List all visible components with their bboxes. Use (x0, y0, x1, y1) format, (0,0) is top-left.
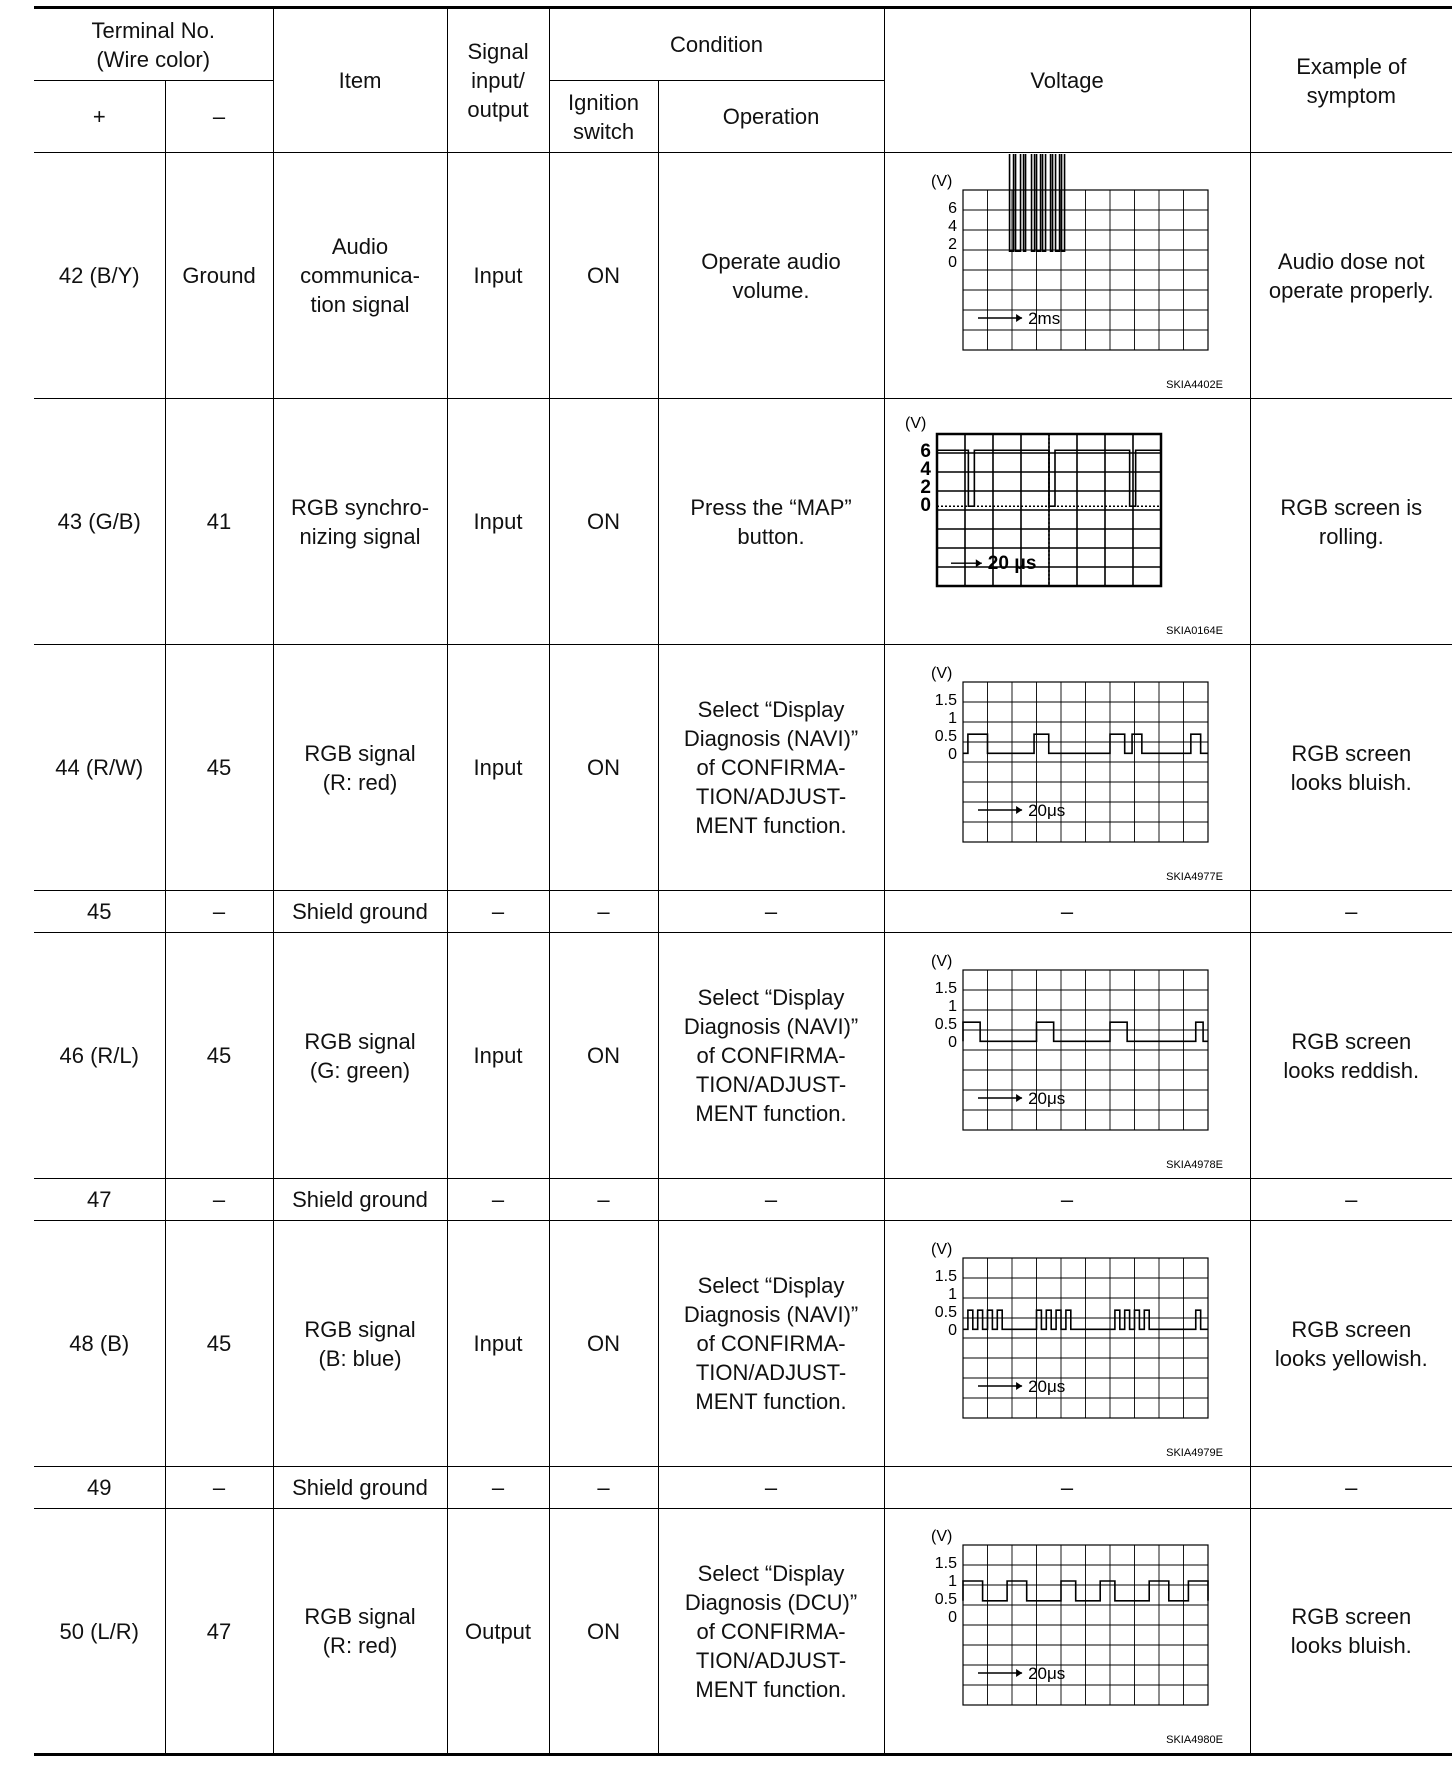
header-operation: Operation (658, 81, 884, 153)
oscilloscope-trace (891, 1222, 1257, 1466)
oscilloscope-trace (891, 154, 1257, 398)
scope-figure-code: SKIA4980E (1165, 1734, 1223, 1746)
operation-cell: Press the “MAP” button. (658, 399, 884, 645)
symptom-cell: RGB screen looks reddish. (1250, 933, 1452, 1179)
signal-row (34, 645, 1452, 891)
ignition-cell: ON (549, 153, 658, 399)
scope-y-tick: 1 (947, 1285, 957, 1303)
shield-row (34, 891, 1452, 933)
item-cell: Audio communica- tion signal (273, 153, 447, 399)
scope-time-label: 20μs (1027, 800, 1065, 820)
scope-figure-code: SKIA4979E (1165, 1446, 1223, 1459)
scope-y-tick: 0.5 (934, 1303, 957, 1321)
operation-cell: Select “Display Diagnosis (NAVI)” of CONFIRMA- TION/ADJUST- MENT function. (658, 1221, 884, 1467)
terminal-minus-cell: – (165, 1179, 273, 1221)
scope-time-arrowhead (1016, 1382, 1022, 1390)
scope-time-label: 2ms (1027, 308, 1060, 328)
signal-io-cell: Output (447, 1509, 549, 1755)
terminal-plus-cell: 45 (34, 891, 165, 933)
signal-io-cell: Input (447, 399, 549, 645)
header-item: Item (273, 8, 447, 153)
voltage-cell (884, 933, 1250, 1179)
terminal-plus-cell: 47 (34, 1179, 165, 1221)
ignition-cell: ON (549, 1221, 658, 1467)
voltage-cell: – (884, 891, 1250, 933)
oscilloscope-trace (891, 400, 1257, 644)
item-cell: Shield ground (273, 1179, 447, 1221)
signal-row (34, 1509, 1452, 1755)
symptom-cell: RGB screen looks bluish. (1250, 1509, 1452, 1755)
terminal-plus-cell: 46 (R/L) (34, 933, 165, 1179)
terminal-minus-cell: 45 (165, 933, 273, 1179)
scope-unit-label: (V) (930, 664, 952, 682)
scope-y-tick: 1.5 (934, 979, 957, 997)
scope-time-label: 20μs (1027, 1664, 1065, 1683)
scope-y-tick: 0.5 (934, 1015, 957, 1033)
scope-unit-label: (V) (930, 172, 952, 190)
item-cell: RGB synchro- nizing signal (273, 399, 447, 645)
signal-io-cell: Input (447, 645, 549, 891)
terminal-minus-cell: 47 (165, 1509, 273, 1755)
terminal-plus-cell: 48 (B) (34, 1221, 165, 1467)
header-ignition-switch: Ignition switch (549, 81, 658, 153)
scope-y-tick: 6 (919, 440, 931, 462)
shield-row (34, 1467, 1452, 1509)
shield-row (34, 1179, 1452, 1221)
scope-time-arrowhead (1016, 1094, 1022, 1102)
signal-row (34, 933, 1452, 1179)
scope-y-tick: 1 (947, 709, 957, 727)
symptom-cell: – (1250, 1179, 1452, 1221)
ignition-cell: – (549, 891, 658, 933)
signal-row (34, 153, 1452, 399)
header-symptom: Example of symptom (1250, 8, 1452, 153)
voltage-cell (884, 399, 1250, 645)
scope-time-label: 20 μs (987, 552, 1036, 574)
operation-cell: – (658, 1179, 884, 1221)
ignition-cell: – (549, 1467, 658, 1509)
terminal-minus-cell: – (165, 891, 273, 933)
item-cell: RGB signal (B: blue) (273, 1221, 447, 1467)
oscilloscope-trace (891, 646, 1257, 890)
operation-cell: – (658, 1467, 884, 1509)
scope-y-tick: 1.5 (934, 1267, 957, 1285)
scope-y-tick: 1 (947, 997, 957, 1015)
symptom-cell: RGB screen looks yellowish. (1250, 1221, 1452, 1467)
scope-time-label: 20μs (1027, 1376, 1065, 1396)
scope-figure-code: SKIA4402E (1165, 378, 1223, 391)
scope-y-tick: 0 (919, 494, 931, 516)
signal-io-cell: – (447, 891, 549, 933)
voltage-cell (884, 153, 1250, 399)
ignition-cell: – (549, 1179, 658, 1221)
scope-figure-code: SKIA4978E (1165, 1158, 1223, 1171)
voltage-cell (884, 1509, 1250, 1755)
scope-unit-label: (V) (930, 1528, 952, 1545)
scope-y-tick: 0.5 (934, 1591, 957, 1608)
scope-y-tick: 1.5 (934, 1555, 957, 1572)
ignition-cell: ON (549, 1509, 658, 1755)
scope-unit-label: (V) (904, 414, 926, 432)
symptom-cell: RGB screen is rolling. (1250, 399, 1452, 645)
terminal-plus-cell: 44 (R/W) (34, 645, 165, 891)
signal-row (34, 399, 1452, 645)
voltage-cell (884, 645, 1250, 891)
scope-y-tick: 0 (947, 1609, 957, 1626)
item-cell: RGB signal (R: red) (273, 1509, 447, 1755)
operation-cell: – (658, 891, 884, 933)
scope-unit-label: (V) (930, 1240, 952, 1258)
header-plus: + (34, 81, 165, 153)
header-terminal: Terminal No. (Wire color) (34, 8, 273, 81)
terminal-minus-cell: Ground (165, 153, 273, 399)
ignition-cell: ON (549, 399, 658, 645)
signal-io-cell: – (447, 1467, 549, 1509)
voltage-cell (884, 1221, 1250, 1467)
oscilloscope-trace (891, 1509, 1257, 1753)
item-cell: RGB signal (G: green) (273, 933, 447, 1179)
item-cell: Shield ground (273, 891, 447, 933)
ignition-cell: ON (549, 933, 658, 1179)
scope-y-tick: 0 (947, 1321, 957, 1339)
terminal-minus-cell: 45 (165, 645, 273, 891)
signal-io-cell: Input (447, 933, 549, 1179)
scope-time-arrowhead (1016, 1669, 1022, 1677)
terminal-plus-cell: 49 (34, 1467, 165, 1509)
voltage-cell: – (884, 1179, 1250, 1221)
scope-y-tick: 0 (947, 745, 957, 763)
item-cell: Shield ground (273, 1467, 447, 1509)
signal-io-cell: Input (447, 1221, 549, 1467)
ignition-cell: ON (549, 645, 658, 891)
scope-time-label: 20μs (1027, 1088, 1065, 1108)
header-voltage: Voltage (884, 8, 1250, 153)
voltage-cell: – (884, 1467, 1250, 1509)
operation-cell: Select “Display Diagnosis (DCU)” of CONFIRMA- TION/ADJUST- MENT function. (658, 1509, 884, 1755)
item-cell: RGB signal (R: red) (273, 645, 447, 891)
scope-time-arrowhead (1016, 314, 1022, 322)
scope-y-tick: 0 (947, 253, 957, 271)
symptom-cell: – (1250, 891, 1452, 933)
terminal-minus-cell: – (165, 1467, 273, 1509)
symptom-cell: RGB screen looks bluish. (1250, 645, 1452, 891)
terminal-plus-cell: 42 (B/Y) (34, 153, 165, 399)
terminal-spec-table (34, 6, 1452, 1756)
terminal-plus-cell: 43 (G/B) (34, 399, 165, 645)
scope-y-tick: 0.5 (934, 727, 957, 745)
scope-y-tick: 2 (919, 476, 931, 498)
operation-cell: Select “Display Diagnosis (NAVI)” of CONFIRMA- TION/ADJUST- MENT function. (658, 645, 884, 891)
header-minus: – (165, 81, 273, 153)
scope-unit-label: (V) (930, 952, 952, 970)
symptom-cell: Audio dose not operate properly. (1250, 153, 1452, 399)
scope-waveform (937, 450, 1161, 506)
operation-cell: Operate audio volume. (658, 153, 884, 399)
terminal-plus-cell: 50 (L/R) (34, 1509, 165, 1755)
symptom-cell: – (1250, 1467, 1452, 1509)
scope-y-tick: 4 (919, 458, 931, 480)
header-signal-io: Signal input/ output (447, 8, 549, 153)
scope-y-tick: 1.5 (934, 691, 957, 709)
signal-io-cell: – (447, 1179, 549, 1221)
scope-y-tick: 6 (947, 199, 957, 217)
scope-figure-code: SKIA0164E (1165, 624, 1223, 637)
scope-time-arrowhead (1016, 806, 1022, 814)
signal-row (34, 1221, 1452, 1467)
terminal-minus-cell: 45 (165, 1221, 273, 1467)
terminal-minus-cell: 41 (165, 399, 273, 645)
scope-y-tick: 0 (947, 1033, 957, 1051)
scope-time-arrowhead (975, 559, 981, 567)
scope-y-tick: 2 (947, 235, 957, 253)
oscilloscope-trace (891, 934, 1257, 1178)
scope-figure-code: SKIA4977E (1165, 870, 1223, 883)
header-condition: Condition (549, 8, 884, 81)
scope-y-tick: 1 (947, 1573, 957, 1590)
scope-y-tick: 4 (947, 217, 957, 235)
signal-io-cell: Input (447, 153, 549, 399)
operation-cell: Select “Display Diagnosis (NAVI)” of CONFIRMA- TION/ADJUST- MENT function. (658, 933, 884, 1179)
